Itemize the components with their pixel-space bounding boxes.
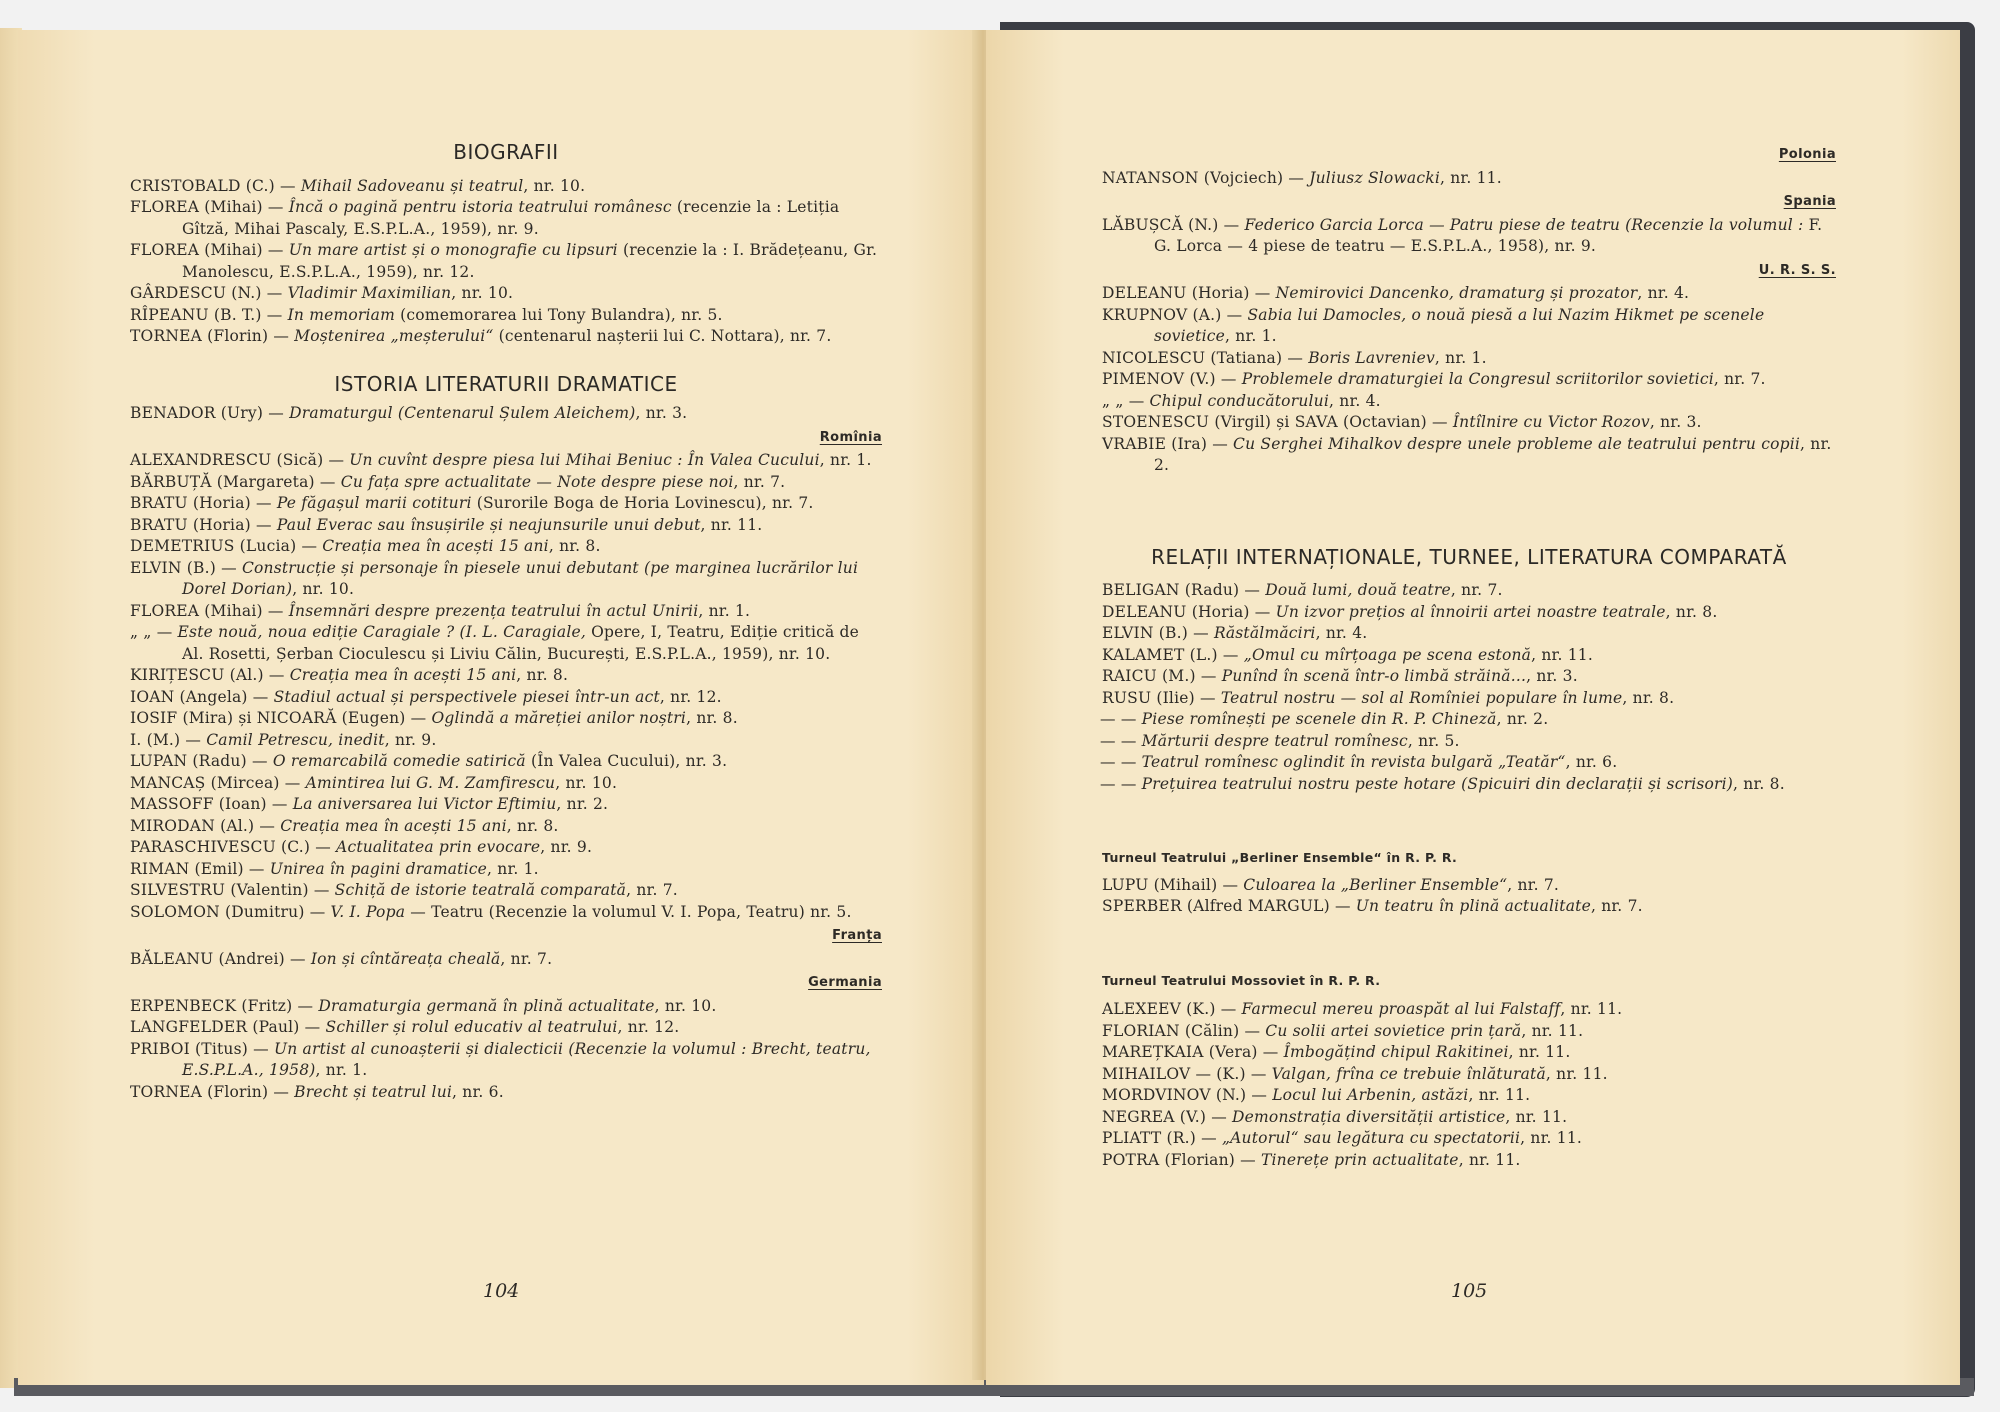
entry-author: MIHAILOV — (K.) — [1102,1064,1272,1083]
entry-author: FLOREA (Mihai) — [130,601,289,620]
entry-detail: , nr. 11. [1440,168,1502,187]
entry-author: ERPENBECK (Fritz) — [130,996,319,1015]
section-title-biografii: BIOGRAFII [453,140,559,164]
entry-title: Cu Serghei Mihalkov despre unele probleme ale teatrului pentru copii [1233,434,1801,453]
entry-title: Oglindă a măreției anilor noștri [431,709,687,727]
entry-detail: , nr. 6. [452,1082,504,1101]
entry-detail: , nr. 4. [1637,284,1690,302]
entry-detail: , nr. 8. [506,816,559,835]
entry-detail: , nr. 11. [1520,1129,1583,1147]
entry-author: LUPU (Mihail) — [1102,875,1244,894]
entry-detail: , nr. 11. [1508,1043,1571,1061]
entry-title: Boris Lavreniev [1308,348,1435,367]
bibliography-entry [1102,999,1836,1021]
bibliography-entry [130,794,882,816]
section-biografii [130,176,882,348]
entry-title: Schiller și rolul educativ al teatrului [325,1018,618,1036]
entry-author: DEMETRIUS (Lucia) — [130,537,323,555]
entry-author: ELVIN (B.) — [130,558,242,577]
country-subheading: Polonia [1778,147,1836,162]
entry-title: Moștenirea „meșterului“ [294,327,494,345]
entry-detail: (În Valea Cucului), nr. 3. [525,752,728,770]
entry-author: FLORIAN (Călin) — [1102,1021,1266,1040]
bibliography-entry [1102,1021,1836,1043]
entry-author: BRATU (Horia) — [130,515,277,534]
right-page [986,30,1960,1385]
entry-detail: (Surorile Boga de Horia Lovinescu), nr. 7. [471,494,814,512]
entry-title: Un cuvînt despre piesa lui Mihai Beniuc : În Valea Cucului [349,451,820,469]
entry-author: I. (M.) — [130,730,207,749]
entry-title: Ion și cîntăreața cheală [310,949,501,968]
entry-title: Un artist al cunoașterii și dialecticii (Recenzie la volumul : Brecht, teatru, E.S.P.L.A., 1958) [182,1039,871,1079]
bibliography-entry [1102,1150,1836,1172]
entry-title: Tinerețe prin actualitate [1260,1150,1459,1169]
entry-title: Teatrul romînesc oglindit în revista bulgară „Teatăr“ [1141,753,1566,771]
section-istoria [130,403,882,1103]
entry-detail: , nr. 3. [635,404,688,422]
section-mossoviet [1102,999,1836,1171]
entry-author: FLOREA (Mihai) — [130,198,289,216]
entry-title: Valgan, frîna ce trebuie înlăturată [1271,1064,1546,1083]
entry-author: MAREȚKAIA (Vera) — [1102,1043,1284,1061]
entry-detail: Opere, I, Teatru, Ediție critică de Al. Rosetti, Șerban Cioculescu și Liviu Călin, București, E.S.P.L.A., 1959), nr. 10. [182,623,860,663]
entry-title: Federico Garcia Lorca — Patru piese de teatru (Recenzie la volumul : [1244,215,1804,234]
entry-detail: , nr. 11. [1468,1086,1531,1104]
section-title-relatii: RELAȚII INTERNAȚIONALE, TURNEE, LITERATURA COMPARATĂ [1151,544,1787,569]
entry-author: RIMAN (Emil) — [130,859,270,878]
bibliography-entry [1102,1042,1836,1064]
entry-title: „Autorul“ sau legătura cu spectatorii [1221,1129,1521,1147]
bibliography-entry [130,472,882,494]
bibliography-entry [1102,215,1836,258]
entry-detail: , nr. 7. [1713,370,1766,388]
entry-title: Demonstrația diversității artistice [1232,1107,1506,1126]
entry-author: — — [1100,710,1142,728]
bibliography-entry [1102,602,1836,624]
entry-author: MASSOFF (Ioan) — [130,795,293,813]
entry-detail: , nr. 4. [1315,624,1368,642]
entry-title: Două lumi, două teatre [1265,581,1451,599]
entry-detail: , nr. 10. [523,176,586,195]
entry-author: ELVIN (B.) — [1102,624,1214,642]
entry-detail: (centenarul nașterii lui C. Nottara), nr. 7. [493,327,832,345]
bibliography-entry [130,837,882,859]
subheading-berliner: Turneul Teatrului „Berliner Ensemble“ în R. P. R. [1102,850,1458,865]
entry-title: Creația mea în acești 15 ani [322,537,549,555]
entry-title: Cu fața spre actualitate — Note despre piese noi [340,472,734,491]
entry-detail: (comemorarea lui Tony Bulandra), nr. 5. [395,305,723,324]
entry-author: IOSIF (Mira) și NICOARĂ (Eugen) — [130,709,432,727]
entry-title: Nemirovici Dancenko, dramaturg și prozator [1275,284,1638,302]
entry-title: Chipul conducătorului [1149,391,1330,410]
entry-author: LĂBUȘCĂ (N.) — [1102,215,1245,234]
page-number-left: 104 [483,1280,520,1302]
bibliography-entry [1102,1085,1836,1107]
entry-title: Stadiul actual și perspectivele piesei într-un act [273,687,660,706]
entry-title: Cu solii artei sovietice prin țară [1265,1021,1522,1040]
right-column [1102,142,1836,1171]
entry-title: La aniversarea lui Victor Eftimiu [292,795,557,813]
bibliography-entry [1102,731,1836,753]
entry-title: „Omul cu mîrțoaga pe scena estonă [1243,645,1532,664]
entry-author: ALEXANDRESCU (Sică) — [130,451,350,469]
bibliography-entry [1102,412,1836,434]
entry-author: RÎPEANU (B. T.) — [130,305,288,324]
bibliography-entry [130,751,882,773]
bibliography-entry [1102,348,1836,370]
entry-detail: , nr. 10. [654,996,717,1015]
entry-author: RUSU (Ilie) — [1102,688,1221,707]
entry-author: — — [1100,731,1142,750]
bibliography-entry [130,665,882,687]
entry-author: MIRODAN (Al.) — [130,816,281,835]
entry-title: Culoarea la „Berliner Ensemble“ [1243,875,1508,894]
entry-detail: (recenzie la : Letiția Gîtză, Mihai Pascaly, E.S.P.L.A., 1959), nr. 9. [182,198,840,238]
entry-title: Farmecul mereu proaspăt al lui Falstaff [1241,1000,1561,1018]
bibliography-entry [1102,391,1836,413]
entry-detail: , nr. 7. [1590,897,1643,915]
entry-detail: , nr. 7. [626,881,678,899]
entry-title: Mărturii despre teatrul romînesc [1141,731,1408,750]
entry-detail: , nr. 8. [548,537,601,555]
bibliography-entry [130,601,882,623]
entry-detail: , nr. 10. [555,773,618,792]
entry-detail: — Teatru (Recenzie la volumul V. I. Popa, Teatru) nr. 5. [405,902,852,921]
entry-author: MORDVINOV (N.) — [1102,1086,1273,1104]
entry-detail: , nr. 1. [819,451,872,469]
entry-detail: (recenzie la : I. Brădețeanu, Gr. Manolescu, E.S.P.L.A., 1959), nr. 12. [182,241,878,281]
bibliography-entry [1102,666,1836,688]
entry-detail: , nr. 7. [1507,875,1560,894]
entry-author: TORNEA (Florin) — [130,327,295,345]
entry-author: BENADOR (Ury) — [130,404,290,422]
entry-title: Unirea în pagini dramatice [269,859,488,878]
entry-title: Mihail Sadoveanu și teatrul [300,176,524,195]
entry-detail: , nr. 8. [1665,602,1718,621]
page-number-right: 105 [1451,1280,1488,1302]
entry-detail: , nr. 3. [1526,667,1578,685]
entry-title: Creația mea în acești 15 ani [289,666,517,684]
entry-author: NEGREA (V.) — [1102,1107,1233,1126]
subheading-mossoviet: Turneul Teatrului Mossoviet în R. P. R. [1102,972,1381,988]
entry-author: MANCAȘ (Mircea) — [130,773,306,792]
entry-detail: , nr. 1. [1434,348,1487,367]
bibliography-entry [1102,774,1836,796]
entry-title: Piese romînești pe scenele din R. P. Chineză [1141,710,1497,728]
entry-title: Actualitatea prin evocare [336,838,541,856]
bibliography-entry [130,197,882,240]
section-berliner [1102,875,1836,918]
country-subheading: Germania [808,975,882,990]
entry-title: Sabia lui Damocles, o nouă piesă a lui Nazim Hikmet pe scenele sovietice [1154,305,1765,345]
bibliography-entry [130,996,882,1018]
entry-title: Este nouă, noua ediție Caragiale ? (I. L. Caragiale, [177,623,587,641]
entry-detail: , nr. 11. [1531,645,1593,664]
entry-detail: F. G. Lorca — 4 piese de teatru — E.S.P.L.A., 1958), nr. 9. [1154,215,1823,255]
entry-detail: , nr. 1. [698,601,751,620]
bibliography-entry [130,949,882,971]
entry-title: Creația mea în acești 15 ani [280,816,507,835]
bibliography-entry [130,283,882,305]
bibliography-entry [1102,623,1836,645]
entry-detail: , nr. 7. [1450,581,1503,599]
bibliography-entry [130,708,882,730]
entry-author: TORNEA (Florin) — [130,1082,295,1101]
bibliography-entry [130,493,882,515]
entry-author: NATANSON (Vojciech) — [1102,168,1310,187]
entry-author: DELEANU (Horia) — [1102,602,1276,621]
entry-title: In memoriam [287,305,396,324]
bibliography-entry [1102,434,1836,477]
bibliography-entry [130,176,882,198]
entry-title: Paul Everac sau însușirile și neajunsurile unui debut [276,515,701,534]
bibliography-entry [130,622,882,665]
entry-title: Teatrul nostru — sol al Romîniei populare în lume [1220,688,1623,707]
entry-detail: , nr. 1. [1225,327,1277,345]
entry-author: — — [1100,753,1142,771]
entry-author: „ „ — [1102,391,1150,410]
section-foreign-countries [1102,144,1836,477]
entry-title: Locul lui Arbenin, astăzi [1272,1086,1469,1104]
entry-title: Prețuirea teatrului nostru peste hotare (Spicuiri din declarații și scrisori) [1141,774,1734,793]
entry-detail: , nr. 11. [1560,1000,1623,1018]
entry-title: Încă o pagină pentru istoria teatrului românesc [288,198,672,216]
entry-author: DELEANU (Horia) — [1102,284,1276,302]
bibliography-entry [1102,305,1836,348]
entry-author: LANGFELDER (Paul) — [130,1018,326,1036]
bibliography-entry [1102,875,1836,897]
entry-title: Un izvor prețios al înnoirii artei noastre teatrale [1275,602,1666,621]
bibliography-entry [130,902,882,924]
bibliography-entry [130,880,882,902]
bibliography-entry [1102,752,1836,774]
entry-author: PARASCHIVESCU (C.) — [130,838,337,856]
entry-title: Amintirea lui G. M. Zamfirescu [305,773,556,792]
entry-detail: , nr. 11. [1505,1107,1568,1126]
entry-detail: , nr. 2. [556,795,609,813]
entry-detail: , nr. 11. [1458,1150,1521,1169]
entry-author: SOLOMON (Dumitru) — [130,902,331,921]
entry-detail: , nr. 5. [1407,731,1460,750]
entry-author: VRABIE (Ira) — [1102,434,1234,453]
bibliography-entry [130,536,882,558]
bibliography-entry [130,515,882,537]
entry-detail: , nr. 1. [315,1061,368,1079]
entry-author: IOAN (Angela) — [130,687,274,706]
entry-title: V. I. Popa [330,902,406,921]
entry-detail: , nr. 1. [487,859,539,878]
bibliography-entry [130,326,882,348]
bibliography-entry [130,859,882,881]
entry-title: Schiță de istorie teatrală comparată [334,881,627,899]
entry-author: POTRA (Florian) — [1102,1150,1261,1169]
entry-title: Dramaturgul (Centenarul Șulem Aleichem) [289,404,636,422]
entry-author: ALEXEEV (K.) — [1102,1000,1242,1018]
bibliography-entry [1102,645,1836,667]
entry-title: O remarcabilă comedie satirică [272,752,526,770]
entry-detail: , nr. 11. [1521,1021,1584,1040]
entry-author: RAICU (M.) — [1102,667,1222,685]
country-subheading: Franța [832,928,882,943]
country-subheading: Spania [1783,194,1836,209]
entry-detail: , nr. 12. [659,687,722,706]
country-subheading: Romînia [819,429,882,445]
entry-author: KRUPNOV (A.) — [1102,305,1248,324]
entry-author: CRISTOBALD (C.) — [130,176,301,195]
entry-detail: , nr. 11. [1545,1064,1608,1083]
entry-detail: , nr. 8. [516,666,569,684]
entry-detail: , nr. 10. [451,284,514,302]
entry-detail: , nr. 10. [292,580,355,598]
country-subheading: U. R. S. S. [1758,262,1836,278]
entry-author: PLIATT (R.) — [1102,1129,1222,1147]
bibliography-entry [130,450,882,472]
entry-author: STOENESCU (Virgil) și SAVA (Octavian) — [1102,413,1453,431]
entry-author: BĂRBUȚĂ (Margareta) — [130,472,341,491]
entry-author: — — [1100,774,1142,793]
entry-title: Pe făgașul marii cotituri [276,494,472,512]
entry-title: Însemnări despre prezența teatrului în actul Unirii [288,601,699,620]
bibliography-entry [130,730,882,752]
entry-title: Un teatru în plină actualitate [1355,897,1591,915]
entry-title: Dramaturgia germană în plină actualitate [318,996,655,1015]
bibliography-entry [130,240,882,283]
section-title-istoria: ISTORIA LITERATURII DRAMATICE [334,371,678,396]
entry-title: Brecht și teatrul lui [294,1082,453,1101]
left-page [18,30,984,1385]
entry-detail: , nr. 7. [733,472,786,491]
entry-author: BĂLEANU (Andrei) — [130,949,311,968]
entry-title: Răstălmăciri [1213,624,1316,642]
bibliography-entry [1102,283,1836,305]
entry-author: GÂRDESCU (N.) — [130,284,288,302]
bibliography-entry [1102,709,1836,731]
bibliography-entry [1102,688,1836,710]
entry-title: Punînd în scenă într-o limbă străină... [1221,667,1527,685]
entry-title: Întîlnire cu Victor Rozov [1452,413,1650,431]
bibliography-entry [1102,1064,1836,1086]
entry-detail: , nr. 7. [500,949,553,968]
entry-author: PIMENOV (V.) — [1102,370,1242,388]
bibliography-entry [1102,369,1836,391]
entry-title: Construcție și personaje în piesele unui debutant (pe marginea lucrărilor lui Dorel Dorian) [182,558,859,598]
bibliography-entry [1102,896,1836,918]
bibliography-entry [130,403,882,425]
entry-author: „ „ — [130,623,178,641]
entry-detail: , nr. 4. [1329,391,1381,410]
entry-detail: , nr. 2. [1154,434,1832,474]
entry-author: NICOLESCU (Tatiana) — [1102,348,1309,367]
entry-author: KALAMET (L.) — [1102,645,1244,664]
entry-title: Problemele dramaturgiei la Congresul scriitorilor sovietici [1241,370,1714,388]
entry-detail: , nr. 8. [1733,774,1785,793]
bibliography-entry [1102,1107,1836,1129]
bibliography-entry [130,558,882,601]
entry-author: LUPAN (Radu) — [130,752,273,770]
entry-author: KIRIȚESCU (Al.) — [130,666,290,684]
entry-detail: , nr. 9. [540,838,593,856]
entry-author: BRATU (Horia) — [130,494,277,512]
entry-detail: , nr. 6. [1565,753,1618,771]
entry-author: SILVESTRU (Valentin) — [130,881,335,899]
entry-title: Îmbogățind chipul Rakitinei [1283,1043,1509,1061]
entry-author: FLOREA (Mihai) — [130,241,289,259]
entry-detail: , nr. 9. [384,730,437,749]
bibliography-entry [1102,580,1836,602]
bibliography-entry [130,1017,882,1039]
entry-title: Un mare artist și o monografie cu lipsuri [288,241,618,259]
bibliography-entry [1102,1128,1836,1150]
bibliography-entry [130,305,882,327]
bibliography-entry [1102,168,1836,190]
bibliography-entry [130,773,882,795]
bibliography-entry [130,816,882,838]
left-column [130,142,882,1103]
entry-detail: , nr. 8. [686,709,738,727]
bibliography-entry [130,1039,882,1082]
section-relatii [1102,580,1836,795]
entry-title: Vladimir Maximilian [287,284,452,302]
entry-author: PRIBOI (Titus) — [130,1039,274,1058]
entry-detail: , nr. 11. [700,515,763,534]
bibliography-entry [130,687,882,709]
entry-detail: , nr. 3. [1649,413,1702,431]
entry-author: BELIGAN (Radu) — [1102,581,1266,599]
entry-title: Camil Petrescu, inedit [206,730,385,749]
entry-detail: , nr. 8. [1622,688,1675,707]
entry-detail: , nr. 12. [617,1018,680,1036]
entry-author: SPERBER (Alfred MARGUL) — [1102,897,1356,915]
bibliography-entry [130,1082,882,1104]
entry-title: Juliusz Slowacki [1309,168,1440,187]
entry-detail: , nr. 2. [1496,710,1549,728]
